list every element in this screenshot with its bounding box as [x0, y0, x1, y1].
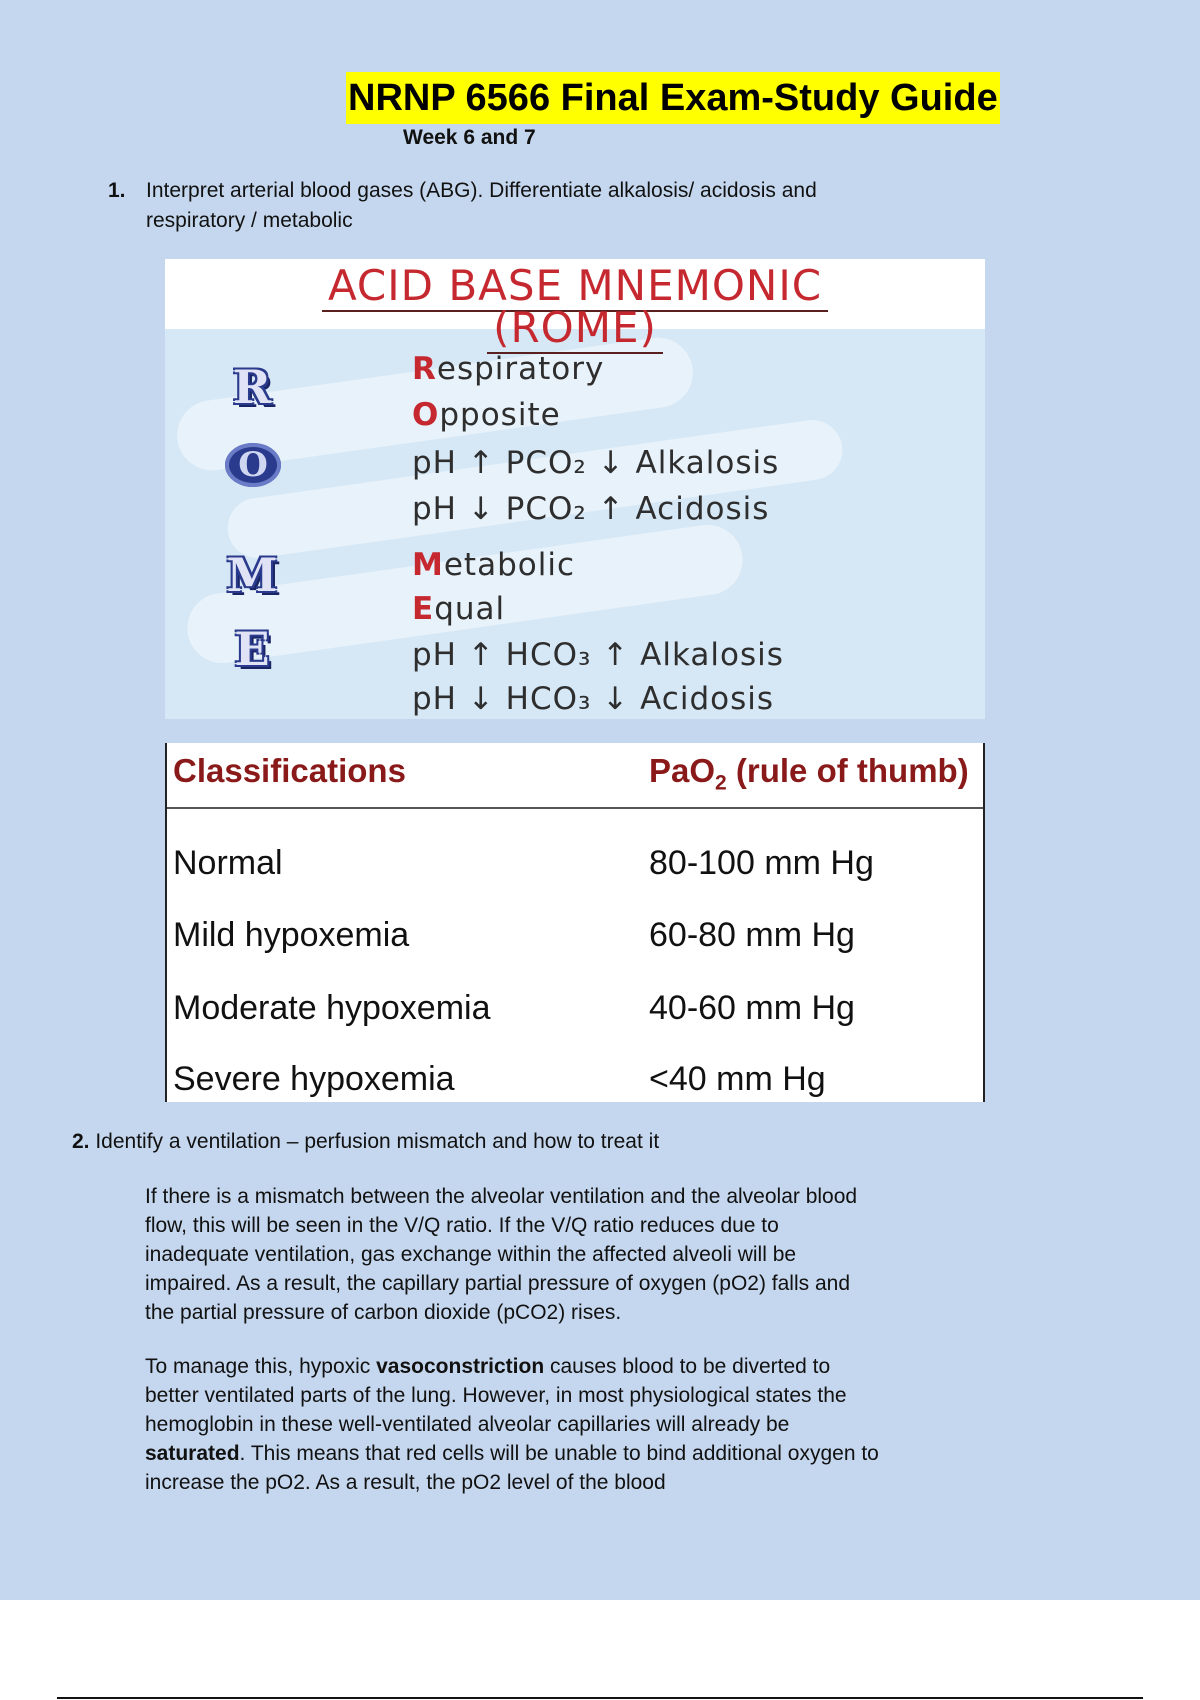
mnemonic-line-text: pH ↓ PCO₂ ↑ Acidosis — [412, 491, 770, 527]
question-2-number: 2. — [72, 1130, 90, 1153]
mnemonic-line-text: pposite — [439, 397, 561, 433]
paragraph-text: causes blood to be diverted to better ventilated parts of the lung. However, in most physiological states the hemoglobin in these well-ventilated alveolar capillaries will already be — [145, 1355, 847, 1436]
table-header-divider — [167, 807, 983, 809]
mnemonic-line-text: pH ↑ HCO₃ ↑ Alkalosis — [412, 637, 784, 673]
question-1 — [108, 176, 868, 236]
mnemonic-title-text: ACID BASE MNEMONIC — [322, 261, 828, 312]
acid-base-mnemonic-image — [165, 259, 985, 719]
mnemonic-line-respiratory — [412, 349, 604, 389]
table-cell-value: <40 mm Hg — [649, 1060, 826, 1098]
question-1-number: 1. — [108, 179, 126, 202]
page-footer-rule — [57, 1697, 1143, 1699]
letter-r-icon: R — [232, 360, 272, 414]
mnemonic-line-text: pH ↑ PCO₂ ↓ Alkalosis — [412, 445, 780, 481]
mnemonic-line-resp-acidosis — [412, 489, 769, 529]
bold-term-vasoconstriction: vasoconstriction — [376, 1355, 545, 1378]
question-1-text: Interpret arterial blood gases (ABG). Differentiate alkalosis/ acidosis and respiratory / metabolic — [146, 179, 817, 232]
mnemonic-line-text: pH ↓ HCO₃ ↓ Acidosis — [412, 681, 775, 717]
table-border-right — [983, 743, 985, 1102]
mnemonic-line-resp-alkalosis — [412, 443, 779, 483]
letter-o-icon: O — [225, 443, 281, 487]
mnemonic-line-met-alkalosis — [412, 635, 784, 675]
mnemonic-line-text: etabolic — [443, 547, 575, 583]
table-border-left — [165, 743, 167, 1102]
pao2-classification-table — [165, 743, 985, 1102]
bold-term-saturated: saturated — [145, 1442, 240, 1465]
mnemonic-line-met-acidosis — [412, 679, 774, 719]
mnemonic-title-line-2 — [165, 305, 985, 351]
mnemonic-line-metabolic — [412, 545, 575, 585]
table-cell-classification: Mild hypoxemia — [173, 916, 410, 954]
table-cell-classification: Moderate hypoxemia — [173, 989, 491, 1027]
mnemonic-line-equal — [412, 589, 505, 629]
table-header-pao2-main: PaO — [649, 752, 716, 789]
table-cell-value: 60-80 mm Hg — [649, 916, 855, 954]
question-2-text: Identify a ventilation – perfusion mismatch and how to treat it — [89, 1130, 660, 1153]
table-cell-value: 40-60 mm Hg — [649, 989, 855, 1027]
table-cell-classification: Severe hypoxemia — [173, 1060, 455, 1098]
paragraph-text: . This means that red cells will be unable to bind additional oxygen to increase the pO2. As a result, the pO2 level of the blood — [145, 1442, 879, 1494]
mnemonic-lead-letter: E — [412, 591, 435, 627]
letter-m-icon: M — [226, 548, 278, 602]
mnemonic-lead-letter: M — [412, 547, 444, 583]
mnemonic-line-text: qual — [434, 591, 506, 627]
mnemonic-title-text: (ROME) — [487, 303, 663, 354]
mnemonic-lead-letter: R — [412, 351, 437, 387]
table-cell-classification: Normal — [173, 844, 283, 882]
question-2 — [72, 1127, 659, 1157]
document-subtitle: Week 6 and 7 — [403, 126, 536, 149]
mnemonic-lead-letter: O — [412, 397, 440, 433]
table-header-pao2 — [649, 749, 969, 806]
table-cell-value: 80-100 mm Hg — [649, 844, 874, 882]
table-header-pao2-rest: (rule of thumb) — [726, 752, 969, 789]
mnemonic-line-opposite — [412, 395, 561, 435]
paragraph-vq-mismatch: If there is a mismatch between the alveolar ventilation and the alveolar blood flow, this will be seen in the V/Q ratio. If the V/Q ratio reduces due to inadequate ventilation, gas exchange within the affected alveoli will be impaired. As a result, the capillary partial pressure of oxygen (pO2) falls and the partial pressure of carbon dioxide (pCO2) rises. — [145, 1185, 858, 1324]
paragraph-management — [145, 1352, 885, 1497]
table-header-pao2-sub: 2 — [715, 771, 727, 795]
table-header-classifications: Classifications — [173, 752, 406, 789]
letter-e-icon: E — [234, 622, 270, 676]
document-title: NRNP 6566 Final Exam-Study Guide — [346, 72, 1000, 124]
mnemonic-line-text: espiratory — [436, 351, 605, 387]
paragraph-text: To manage this, hypoxic — [145, 1355, 377, 1378]
